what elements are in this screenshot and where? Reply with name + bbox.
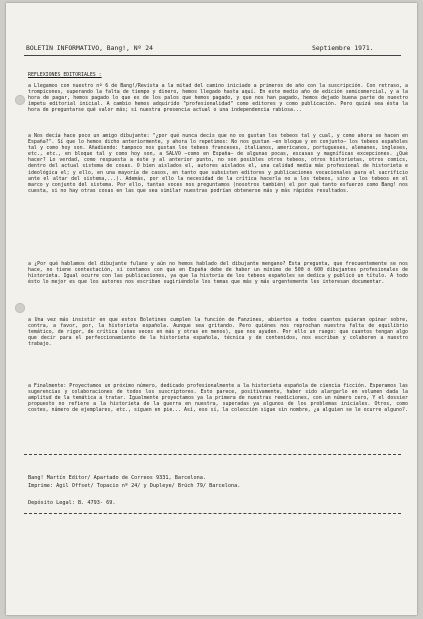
bulletin-title: BOLETIN INFORMATIVO, Bang!, Nº 24 — [26, 44, 153, 52]
paragraph-2: a Nos decía hace poco un amigo dibujante: "¿por qué nunca decís que no os gustan los tebeos tal y cual, y como ahora se hacen en España?". Sí que lo hemos dicho anteriormente, y ahora lo repetimos: No nos gustan —en bloque y en conjunto— los tebeos españoles tal y como hoy son. Añadiendo: tampoco nos gustan los tebeos franceses, italianos, americanos, portugueses, alemanes, ingleses, etc., etc., en bloque tal y como hoy son, a SALVO —como en España— de algunas pocas, escasas y magníficas excepciones. ¿Qué hacer? Lo verdad, como respuesta a éste y al anterior punto, no son posibles otros tebeos, otros historietas, otros comics, dentro del actual sistema de cosas. O bien aislados el, autores aislados el, una calidad media más profesional de historieta e ideológica el; y ello, en una mayoría de casos, en tanto que subsisten editores y publicaciones vocacionales para el sacrificio ante el altar del sistema,...). Además, por ello la necesidad de la crítica hacerla no a los tebeos, sino a los tebeos en el marco y conjunto del sistema. Por ello, tantas voces nos preguntamos (nosotros también) el por qué tanto esfuerzo como Bang! nos cuesta, si no hay otras cosas en las que sea similar nuestras podrían obtenerse más y más rápidos resultados. — [28, 133, 408, 194]
punch-hole — [15, 303, 25, 313]
bulletin-date: Septiembre 1971. — [312, 44, 374, 52]
legal-deposit: Depósito Legal: B. 4793- 69. — [28, 500, 116, 506]
paragraph-5: a Finalmente: Proyectamos un próximo número, dedicado profesionalmente a la historieta española de ciencia ficción. Esperamos las sugerencias y colaboraciones de todos los suscriptores. Esto parece, positivamente, haber sido alargarlo en volumen dada la amplitud de la temática a tratar. Igualmente proyectamos ya la primera de nuestras reediciones, con un número cero, Y el dossier propuesto no refiere a la historieta de la guerra en nuestra, superadas ya algunos de los problemas iniciales. Otros, como costes, número de ejemplares, etc., siguen en pie... Así, eso sí, la colección sigue sin nombre, ¿a alguien se le ocurre alguno?. — [28, 383, 408, 414]
paragraph-1: a Llegamos con nuestro nº 6 de Bang!/Revista a la mitad del camino iniciado a primeros de año con la suscripción. Con retraso, a trompicones, superando la falta de tiempo y dinero, hemos llegado hasta aquí. En este medio año de edición semicomercial, y a la hora de pagar, hemos pagado lo que es de los palos que hemos pagado, y que nos han pagado, hemos dejado buena parte de nuestro ímpetu editorial inicial. A cambio hemos adquirido "profesionalidad" como editores y como publicación. Pero quizá sea ésta la hora de preguntarse qué valor más; si nuestra presencia actual o una independencia rabiosa... — [28, 83, 408, 114]
colophon-rule-top — [24, 454, 401, 455]
colophon-rule-bottom — [24, 513, 401, 514]
paragraph-3: a ¿Por qué hablamos del dibujante fulano y aún no hemos hablado del dibujante mengano? Esta pregunta, que frecuentemente se nos hace, no tiene contestación, si contamos con que en España debe de haber un mínimo de 500 ó 600 dibujantes profesionales de historieta. Igual ocurre con las publicaciones, ya que la historia de los tebeos españoles se dedica y publicó un título. A todo ésto lo mejor es que los autores nos escriban sugiriéndole los temas que más y más urgentemente les interesan documentar. — [28, 261, 408, 286]
document-page — [6, 3, 417, 615]
paragraph-4: a Una vez más insistir en que estos Boletines cumplen la función de Fanzines, abiertos a todos cuantos quieran opinar sobre, contra, a favor, por, la historieta española. Aunque sea gritando. Pero quiénes nos reprochan nuestra falta de equilibrio temático, de rigor, de crítica (unas veces en más y otras en menos), que nos ayuden. Por ello un ruego: que cuantos tengan algo que decir para el perfeccionamiento de la historieta española, técnica y de contenidos, nos escriban y colaboren a nuestro trabajo. — [28, 317, 408, 348]
section-heading: REFLEXIONES EDITORIALES : — [28, 72, 102, 78]
punch-hole — [15, 95, 25, 105]
publisher-line: Bang! Martín Editor/ Apartado de Correos 9331, Barcelona. — [28, 475, 207, 481]
header-rule — [24, 55, 401, 56]
printer-line: Imprime: Agil Offset/ Topacio nº 24/ y Dupleye/ Brúch 79/ Barcelona. — [28, 483, 241, 489]
